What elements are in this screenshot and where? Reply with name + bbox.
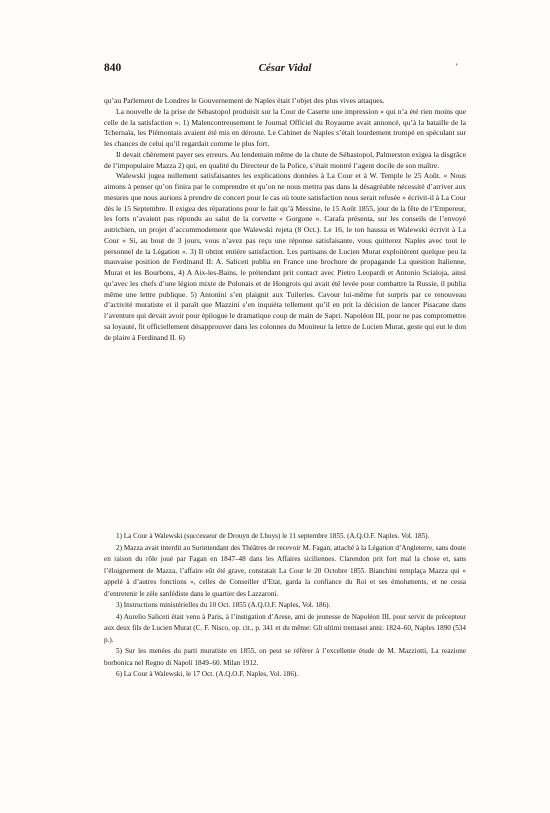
footnote: 3) Instructions ministérielles du 10 Oct. 1855 (A.Q.O.F. Naples, Vol. 186). bbox=[116, 601, 331, 609]
footnote: 6) La Cour à Walewski, le 17 Oct. (A.Q.O.F. Naples, Vol. 186). bbox=[116, 670, 299, 678]
footnotes bbox=[104, 531, 466, 681]
header-mark: ’ bbox=[455, 62, 458, 71]
running-title: César Vidal bbox=[258, 62, 312, 74]
body-paragraph: qu’au Parlement de Londres le Gouvernement de Naples était l’objet des plus vives attaques. bbox=[104, 96, 385, 105]
footnote: 5) Sur les menées du parti muratiste en 1855, on peut se référer à l’excellente étude de M. Mazziotti, La reazione borbonica nel Regno di Napoli 1849–60. Milan 1912. bbox=[104, 647, 466, 667]
page-number: 840 bbox=[104, 62, 122, 74]
body-paragraph: Il devait chèrement payer ses erreurs. Au lendemain même de la chute de Sébastopol, Palmerston exigea la disgrâce de l’impopulaire Mazza 2) qui, en qualité du Directeur de la Police, s’était montré l’agent docile de son maître. bbox=[104, 149, 466, 170]
footnote: 4) Aurelio Saliceti était venu à Paris, à l’instigation d’Arese, ami de jeunesse de Napoléon III, pour servir de précepteur aux deux fils de Lucien Murat (C. F. Nisco, op. cit., p. 341 et du même: Gli ultimi trentasei anni: 1824–60, Naples 1890 (534 p.). bbox=[104, 612, 466, 644]
footnote: 2) Mazza avait interdit au Surintendant des Théâtres de recevoir M. Fagan, attaché à la Légation d’Angleterre, sans doute en raison du rôle joué par Fagan en 1847–48 dans les Affaires siciliennes. Clarendon prit fort mal la chose et, sans l’éloignement de Mazza, l’affaire eût été grave, constatait La Cour le 20 Octobre 1855. Bianchini remplaça Mazza qui « appelé à d’autres fonctions », celles de Conseiller d’Etat, garda la confiance du Roi et ses émoluments, et ne cessa d’entretenir le zèle sanfédiste dans le quartier des Lazzaroni. bbox=[104, 543, 466, 598]
body-paragraph: La nouvelle de la prise de Sébastopol produisit sur la Cour de Caserte une impression « qui n’a été rien moins que celle de la satisfaction ». 1) Malencontreusement le Journal Officiel du Royaume avait annoncé, qu’à la bataille de la Tchernaïa, les Piémontais avaient été mis en déroute. Le Cabinet de Naples s’était lourdement trompé en spéculant sur les chances de celui qu’il regardait comme le plus fort. bbox=[104, 106, 466, 148]
body-text bbox=[104, 96, 466, 343]
page-header bbox=[104, 62, 466, 78]
footnote: 1) La Cour à Walewski (successeur de Drouyn de Lhuys) le 11 septembre 1855. (A.Q.O.F. Naples. Vol. 185). bbox=[116, 532, 430, 540]
body-paragraph: Walewski jugea nullement satisfaisantes les explications données à La Cour et à W. Temple le 25 Août. « Nous aimons à penser qu’on finira par le comprendre et qu’on ne nous mettra pas dans la désagréable nécessité d’arriver aux mesures que nous aurions à prendre de concert pour le cas où toute satisfaction nous serait refusée » écrivit-il à La Cour dès le 15 Septembre. Il exigea des réparations pour le fait qu’à Messine, le 15 Août 1855, jour de la fête de l’Empereur, les forts n’avaient pas répondu au salut de la corvette « Gorgone ». Carafa présenta, sur les conseils de l’envoyé autrichien, un projet d’accommodement que Walewski rejeta (8 Oct.). Le 16, le ton haussa et Walewski écrivit à La Cour « Si, au bout de 3 jours, vous n’avez pas reçu une réponse satisfaisante, vous quitterez Naples avec tout le personnel de la Légation ». 3) Il obtint entière satisfaction. Les partisans de Lucien Murat exploitèrent quelque peu la mauvaise position de Ferdinand II: A. Saliceti publia en France une brochure de propagande La question Italienne, Murat et les Bourbons, 4) A Aix-les-Bains, le prétendant prit contact avec Pietro Leopardi et Antonio Scialoja, ainsi qu’avec les chefs d’une légion mixte de Polonais et de Hongrois qui avait été levée pour combattre la Russie, il publia même une lettre publique. 5) Antonini s’en plaignit aux Tuileries. Cavour lui-même fut surpris par ce renouveau d’activité muratiste et il paraît que Mazzini s’en inquiéta tellement qu’il en prit la décision de lancer Pisacane dans l’aventure qui devait avoir pour épilogue le dramatique coup de main de Sapri. Napoléon III, pour ne pas compromettre sa loyauté, fit officiellement désapprouver dans les colonnes du Moniteur la lettre de Lucien Murat, geste qui eut le don de plaire à Ferdinand II. 6) bbox=[104, 171, 466, 342]
